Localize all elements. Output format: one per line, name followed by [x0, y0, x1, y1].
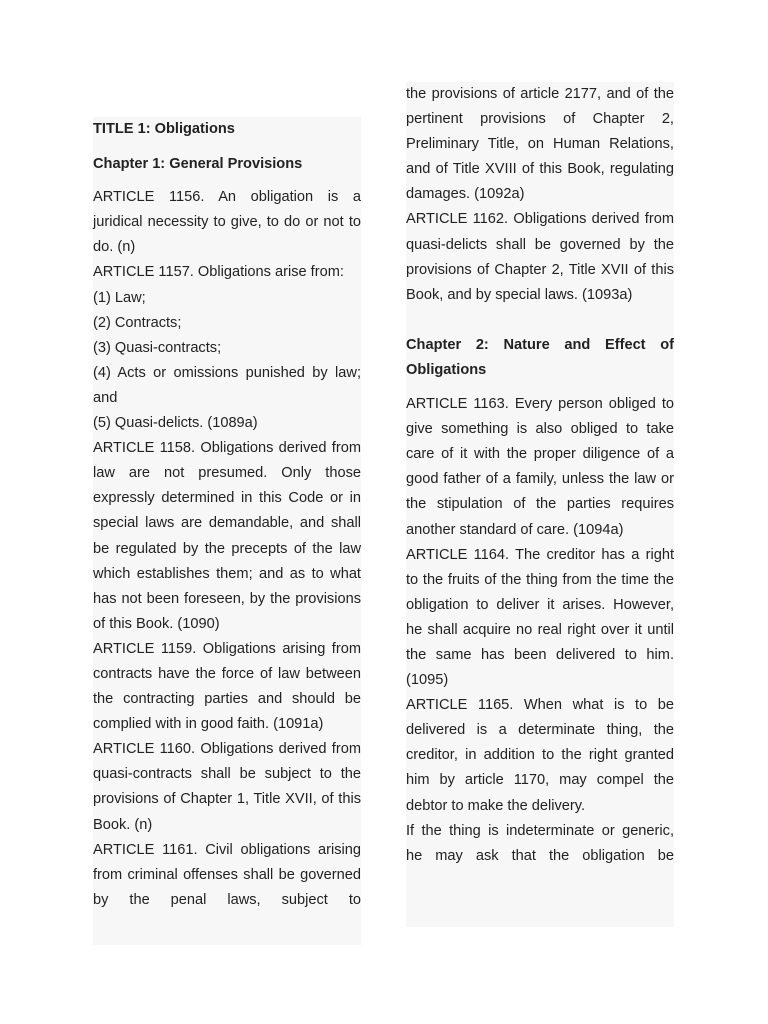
article-1159: ARTICLE 1159. Obligations arising from contracts have the force of law between the contracting parties and should be complied with in good faith. (1091a) — [93, 640, 361, 733]
article-1160: ARTICLE 1160. Obligations derived from quasi-contracts shall be subject to the provisions of Chapter 1, Title XVII, of this Book. (n) — [93, 741, 361, 833]
article-1163: ARTICLE 1163. Every person obliged to give something is also obliged to take care of it with the proper diligence of a good father of a family, unless the law or the stipulation of the parties requires another standard of care. (1094a) — [406, 396, 674, 538]
section-spacer — [406, 308, 674, 333]
list-item-acts-omissions: (4) Acts or omissions punished by law; and — [93, 364, 361, 406]
chapter-1-heading: Chapter 1: General Provisions — [93, 156, 303, 173]
article-1164: ARTICLE 1164. The creditor has a right to the fruits of the thing from the time the obligation to deliver it arises. However, he shall acquire no real right over it until the same has been delivered to him. (1095) — [406, 546, 674, 689]
article-1156: ARTICLE 1156. An obligation is a juridical necessity to give, to do or not to do. (n) — [93, 189, 361, 256]
list-item-contracts: (2) Contracts; — [93, 314, 182, 331]
article-1165-second-paragraph: If the thing is indeterminate or generic, he may ask that the obligation be — [406, 822, 674, 864]
article-1162: ARTICLE 1162. Obligations derived from quasi-delicts shall be governed by the provisions of Chapter 2, Title XVII of this Book, and by special laws. (1093a) — [406, 211, 674, 303]
list-item-quasi-contracts: (3) Quasi-contracts; — [93, 339, 222, 356]
article-1157: ARTICLE 1157. Obligations arise from: — [93, 264, 344, 281]
chapter-2-heading: Chapter 2: Nature and Effect of Obligations — [406, 336, 674, 378]
title-heading: TITLE 1: Obligations — [93, 121, 235, 137]
article-1158: ARTICLE 1158. Obligations derived from law are not presumed. Only those expressly determined in this Code or in special laws are demandable, and shall be regulated by the precepts of the law which establishes them; and as to what has not been foreseen, by the provisions of this Book. (1090) — [93, 440, 361, 632]
article-1165: ARTICLE 1165. When what is to be delivered is a determinate thing, the creditor, in addition to the right granted him by article 1170, may compel the debtor to make the delivery. — [406, 697, 674, 814]
article-1161-continued: the provisions of article 2177, and of the pertinent provisions of Chapter 2, Preliminary Title, on Human Relations, and of Title XVIII of this Book, regulating damages. (1092a) — [406, 86, 674, 203]
article-1161: ARTICLE 1161. Civil obligations arising from criminal offenses shall be governed by the penal laws, subject to — [93, 841, 361, 908]
list-item-law: (1) Law; — [93, 289, 146, 306]
list-item-quasi-delicts: (5) Quasi-delicts. (1089a) — [93, 415, 258, 432]
left-column — [93, 117, 361, 945]
right-column — [406, 82, 674, 927]
